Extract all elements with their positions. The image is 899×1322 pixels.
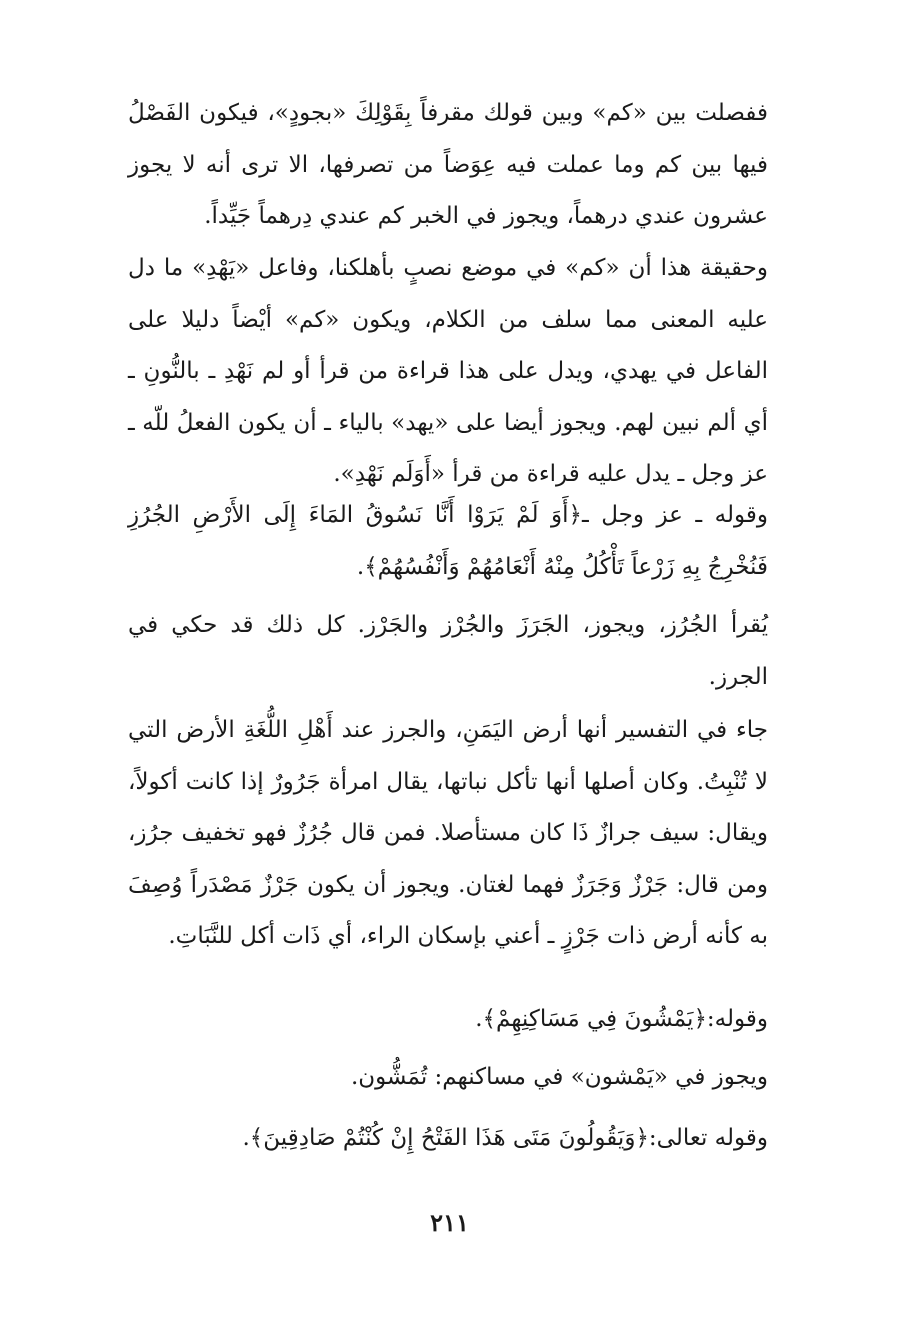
paragraph-kam-separation: ففصلت بين «كم» وبين قولك مقرفاً بِقَوْلِكَ «بجودٍ»، فيكون الفَصْلُ فيها بين كم وما عملت فيه عِوَضاً من تصرفها، الا ترى أنه لا يجوز عشرون عندي درهماً، ويجوز في الخبر كم عندي دِرهماً جَيِّداً. bbox=[128, 100, 769, 229]
paragraph-quran-verse-juruz: وقوله ـ عز وجل ـ﴿أَوَ لَمْ يَرَوْا أَنَّا نَسُوقُ المَاءَ إِلَى الأَرْضِ الجُرُزِ فَنُخْرِجُ بِهِ زَرْعاً تَأْكُلُ مِنْهُ أَنْعَامُهُمْ وَأَنْفُسُهُمْ﴾. bbox=[128, 502, 768, 580]
line-yamshun-variant: ويجوز في «يَمْشون» في مساكنهم: تُمَشُّون. bbox=[350, 1064, 768, 1090]
page-number: ٢١١ bbox=[430, 1208, 469, 1237]
paragraph-juruz-meaning: جاء في التفسير أنها أرض اليَمَنِ، والجرز عند أَهْلِ اللُّغَةِ الأرض التي لا تُنْبِتُ. وكان أصلها أنها تأكل نباتها، يقال امرأة جَرُورٌ إذا كانت أكولاً، ويقال: سيف جرازٌ ذَا كان مستأصلا. فمن قال جُرُزٌ فهو تخفيف جرُز، ومن قال: جَرْزٌ وَجَرَزٌ فهما لغتان. ويجوز أن يكون جَرْزٌ مَصْدَراً وُصِفَ به كأنه أرض ذات جَرْزٍ ـ أعني بإسكان الراء، أي ذَات أكل للنَّبَاتِ. bbox=[128, 717, 768, 949]
line-fath-verse: وقوله تعالى:﴿وَيَقُولُونَ مَتَى هَذَا الفَتْحُ إِنْ كُنْتُمْ صَادِقِينَ﴾. bbox=[242, 1125, 768, 1151]
paragraph-kam-position: وحقيقة هذا أن «كم» في موضع نصبٍ بأهلكنا، وفاعل «يَهْدِ» ما دل عليه المعنى مما سلف من الكلام، ويكون «كم» أيْضاً دليلا على الفاعل في يهدي، ويدل على هذا قراءة من قرأ أو لم نَهْدِ ـ بالنُّونِ ـ أي ألم نبين لهم. ويجوز أيضا على «يهد» بالياء ـ أن يكون الفعلُ للّه ـ عز وجل ـ يدل عليه قراءة من قرأ «أَوَلَم نَهْدِ». bbox=[128, 255, 768, 487]
paragraph-juruz-readings: يُقرأ الجُرُز، ويجوز، الجَرَزَ والجُرْز والجَرْز. كل ذلك قد حكي في الجرز. bbox=[128, 612, 768, 690]
line-yamshun-verse: وقوله:﴿يَمْشُونَ فِي مَسَاكِنِهِمْ﴾. bbox=[475, 1006, 768, 1032]
